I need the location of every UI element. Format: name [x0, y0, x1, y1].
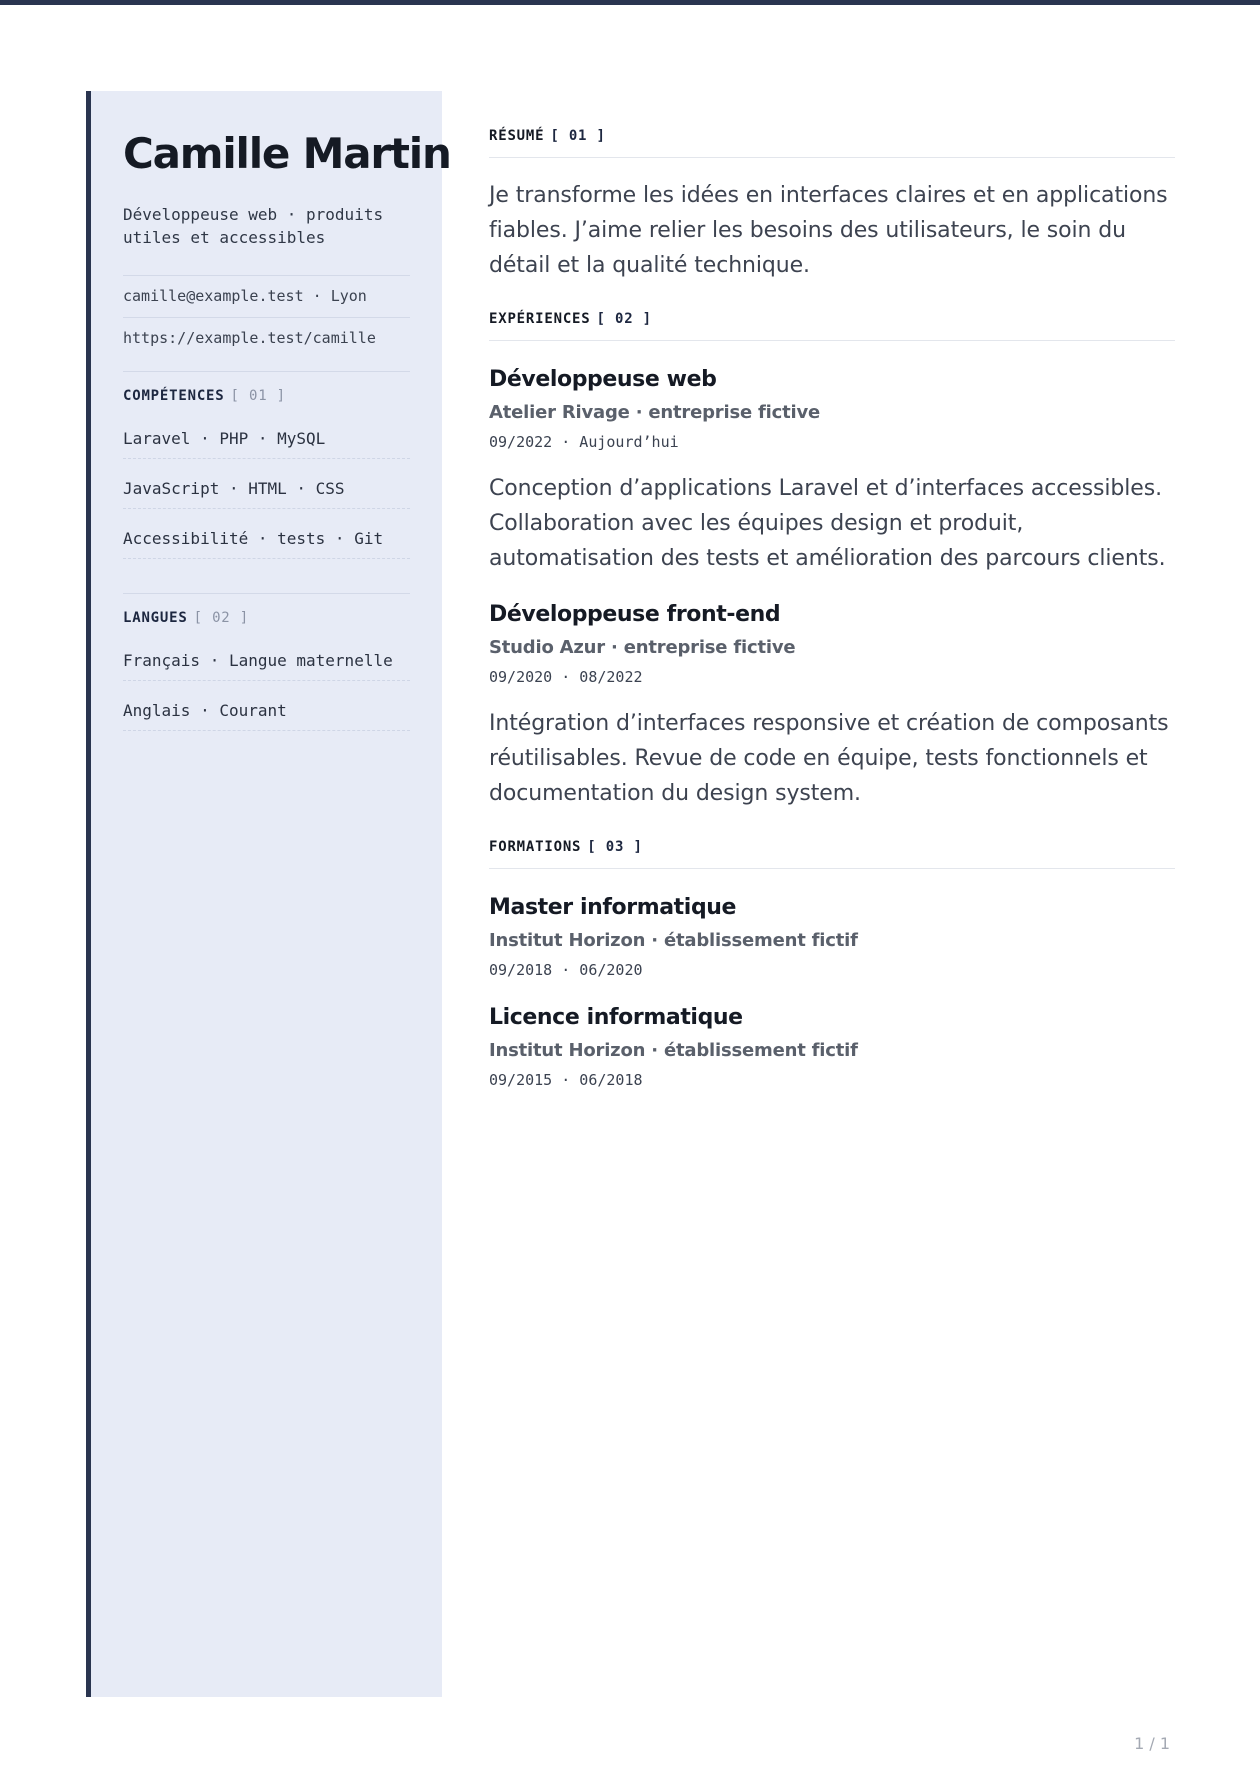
language-item: Anglais · Courant — [123, 692, 410, 731]
contact-list — [123, 275, 410, 359]
entry-dates: 09/2022 · Aujourd’hui — [489, 433, 679, 451]
experiences-heading — [489, 311, 1175, 341]
languages-heading — [123, 610, 410, 626]
experience-entry — [489, 602, 1175, 811]
entry-description: Conception d’applications Laravel et d’interfaces accessibles. Collaboration avec les équipes design et produit, automatisation des tests et amélioration des parcours clients. — [489, 476, 1166, 571]
education-entry — [489, 895, 1175, 979]
entry-dates: 09/2015 · 06/2018 — [489, 1071, 643, 1089]
main-content — [489, 128, 1175, 1089]
summary-text: Je transforme les idées en interfaces claires et en applications fiables. J’aime relier les besoins des utilisateurs, le soin du détail et la qualité technique. — [489, 183, 1168, 278]
languages-section — [123, 593, 410, 731]
page-number: 1 / 1 — [1134, 1734, 1170, 1753]
skills-heading — [123, 388, 410, 404]
entry-title: Développeuse web — [489, 367, 717, 392]
candidate-name: Camille Martin — [123, 129, 451, 178]
skills-heading-label: COMPÉTENCES — [123, 388, 225, 405]
education-heading-index: [ 03 ] — [587, 839, 643, 855]
entry-title: Développeuse front-end — [489, 602, 781, 627]
entry-organization: Studio Azur · entreprise fictive — [489, 637, 796, 658]
skill-item: Accessibilité · tests · Git — [123, 520, 410, 559]
experiences-heading-index: [ 02 ] — [596, 311, 652, 327]
experience-entry — [489, 367, 1175, 576]
education-heading-label: FORMATIONS — [489, 839, 582, 855]
skill-item: JavaScript · HTML · CSS — [123, 470, 410, 509]
languages-heading-index: [ 02 ] — [193, 610, 249, 627]
summary-heading — [489, 128, 1175, 158]
summary-section — [489, 128, 1175, 283]
skills-heading-index: [ 01 ] — [230, 388, 286, 405]
entry-organization: Atelier Rivage · entreprise fictive — [489, 402, 821, 423]
education-section — [489, 839, 1175, 1089]
entry-dates: 09/2018 · 06/2020 — [489, 961, 643, 979]
top-accent-rule — [0, 0, 1260, 5]
summary-heading-index: [ 01 ] — [550, 128, 606, 144]
entry-organization: Institut Horizon · établissement fictif — [489, 930, 858, 951]
sidebar — [86, 91, 451, 1697]
summary-heading-label: RÉSUMÉ — [489, 128, 545, 144]
contact-website[interactable]: https://example.test/camille — [123, 317, 410, 359]
entry-title: Master informatique — [489, 895, 737, 920]
skill-item: Laravel · PHP · MySQL — [123, 420, 410, 459]
entry-dates: 09/2020 · 08/2022 — [489, 668, 643, 686]
languages-heading-label: LANGUES — [123, 610, 188, 627]
education-entry — [489, 1005, 1175, 1089]
experiences-heading-label: EXPÉRIENCES — [489, 311, 591, 327]
skills-section — [123, 371, 410, 559]
experiences-section — [489, 311, 1175, 811]
entry-description: Intégration d’interfaces responsive et création de composants réutilisables. Revue de code en équipe, tests fonctionnels et documentation du design system. — [489, 711, 1169, 806]
entry-organization: Institut Horizon · établissement fictif — [489, 1040, 858, 1061]
tagline: Développeuse web · produits utiles et accessibles — [123, 205, 384, 248]
education-heading — [489, 839, 1175, 869]
language-item: Français · Langue maternelle — [123, 642, 410, 681]
contact-email-location[interactable]: camille@example.test · Lyon — [123, 275, 410, 317]
entry-title: Licence informatique — [489, 1005, 743, 1030]
